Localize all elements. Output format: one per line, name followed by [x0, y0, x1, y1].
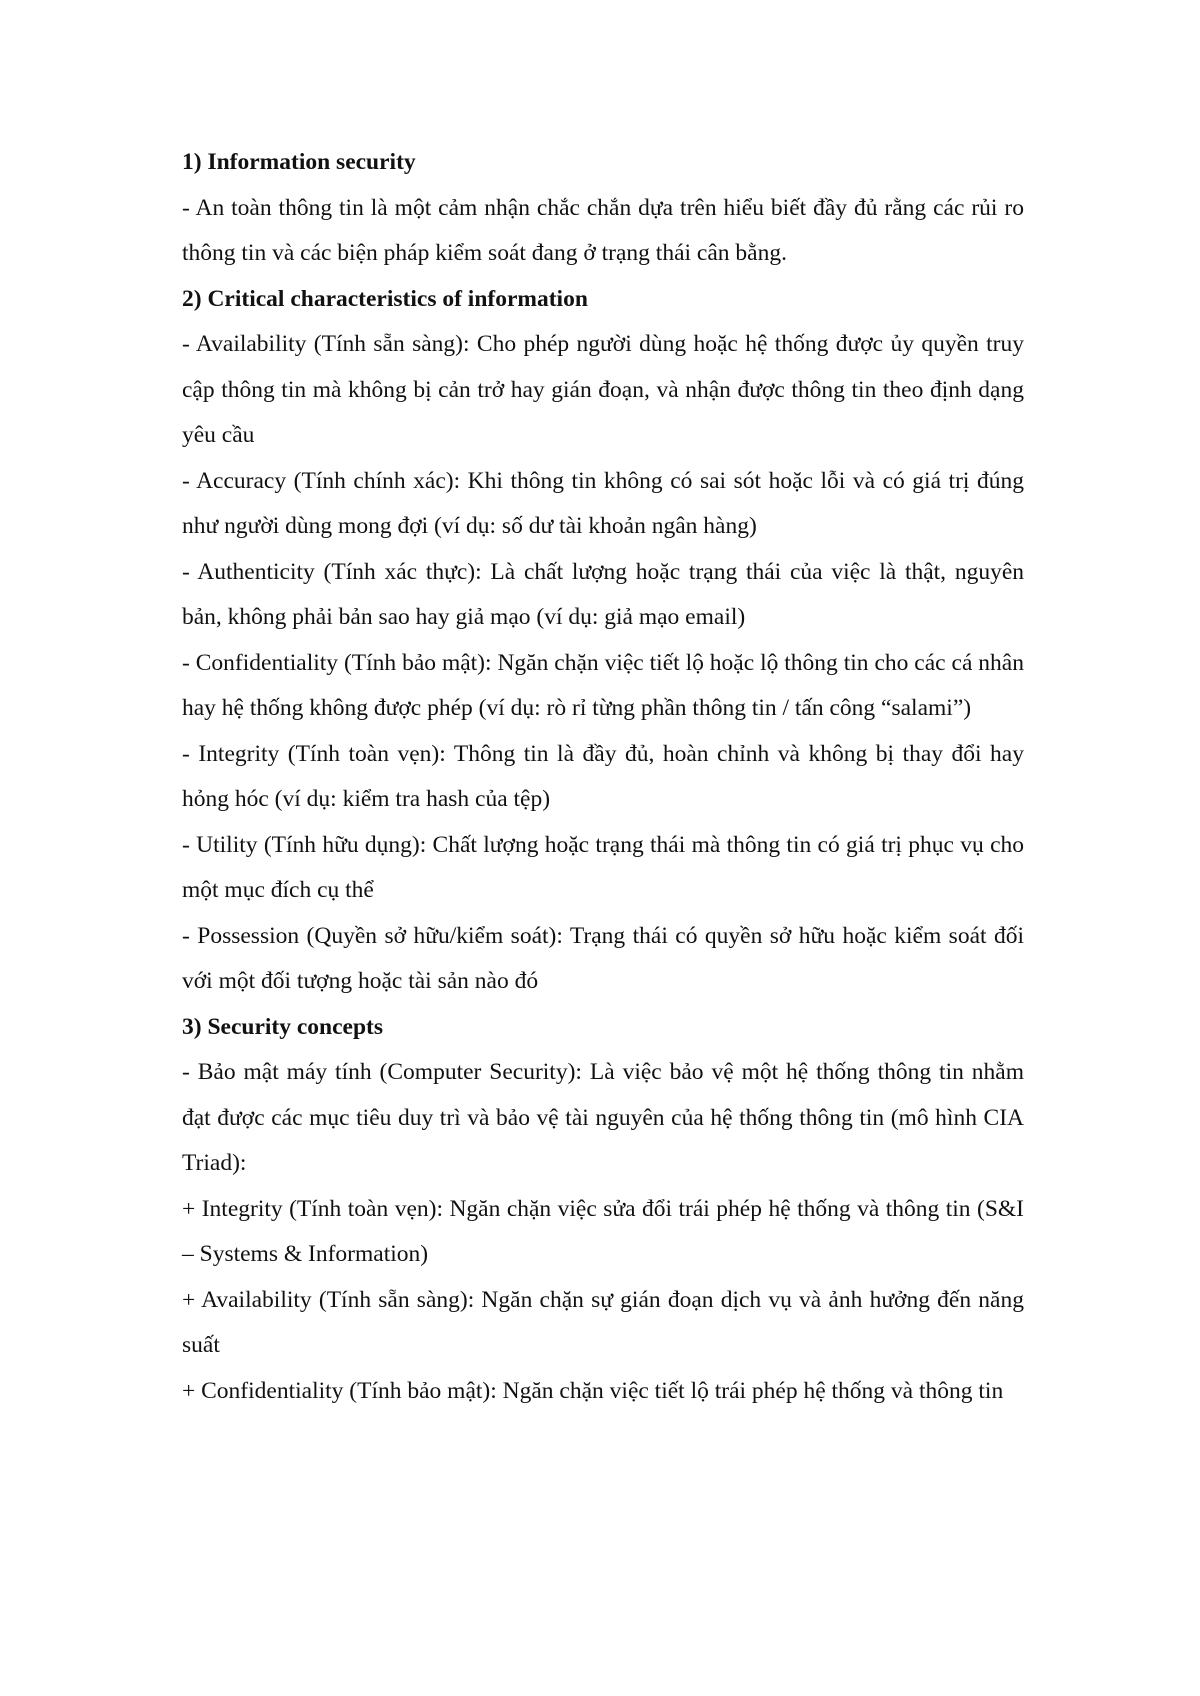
paragraph-cia-confidentiality: + Confidentiality (Tính bảo mật): Ngăn chặn việc tiết lộ trái phép hệ thống và thông tin — [182, 1377, 1004, 1404]
section-heading-critical-characteristics: 2) Critical characteristics of information — [182, 285, 588, 312]
document-body — [182, 140, 1024, 1414]
paragraph-integrity: - Integrity (Tính toàn vẹn): Thông tin là đầy đủ, hoàn chỉnh và không bị thay đổi hay hỏng hóc (ví dụ: kiểm tra hash của tệp) — [182, 740, 1024, 812]
paragraph-utility: - Utility (Tính hữu dụng): Chất lượng hoặc trạng thái mà thông tin có giá trị phục vụ cho một mục đích cụ thể — [182, 831, 1024, 903]
paragraph-cia-integrity: + Integrity (Tính toàn vẹn): Ngăn chặn việc sửa đổi trái phép hệ thống và thông tin (S&I – Systems & Information) — [182, 1195, 1024, 1267]
paragraph-accuracy: - Accuracy (Tính chính xác): Khi thông tin không có sai sót hoặc lỗi và có giá trị đúng như người dùng mong đợi (ví dụ: số dư tài khoản ngân hàng) — [182, 467, 1024, 539]
paragraph-computer-security: - Bảo mật máy tính (Computer Security): Là việc bảo vệ một hệ thống thông tin nhằm đạt được các mục tiêu duy trì và bảo vệ tài nguyên của hệ thống thông tin (mô hình CIA Triad): — [182, 1059, 1024, 1176]
paragraph-confidentiality: - Confidentiality (Tính bảo mật): Ngăn chặn việc tiết lộ hoặc lộ thông tin cho các cá nhân hay hệ thống không được phép (ví dụ: rò rỉ từng phần thông tin / tấn công “salami”) — [182, 649, 1024, 721]
paragraph-cia-availability: + Availability (Tính sẵn sàng): Ngăn chặn sự gián đoạn dịch vụ và ảnh hưởng đến năng suất — [182, 1286, 1024, 1358]
paragraph-possession: - Possession (Quyền sở hữu/kiểm soát): Trạng thái có quyền sở hữu hoặc kiểm soát đối với một đối tượng hoặc tài sản nào đó — [182, 922, 1024, 994]
section-heading-security-concepts: 3) Security concepts — [182, 1013, 384, 1040]
section-heading-information-security: 1) Information security — [182, 149, 416, 175]
paragraph-information-security-definition: - An toàn thông tin là một cảm nhận chắc chắn dựa trên hiểu biết đầy đủ rằng các rủi ro thông tin và các biện pháp kiểm soát đang ở trạng thái cân bằng. — [182, 194, 1024, 266]
paragraph-authenticity: - Authenticity (Tính xác thực): Là chất lượng hoặc trạng thái của việc là thật, nguyên bản, không phải bản sao hay giả mạo (ví dụ: giả mạo email) — [182, 558, 1024, 630]
paragraph-availability: - Availability (Tính sẵn sàng): Cho phép người dùng hoặc hệ thống được ủy quyền truy cập thông tin mà không bị cản trở hay gián đoạn, và nhận được thông tin theo định dạng yêu cầu — [182, 331, 1024, 448]
